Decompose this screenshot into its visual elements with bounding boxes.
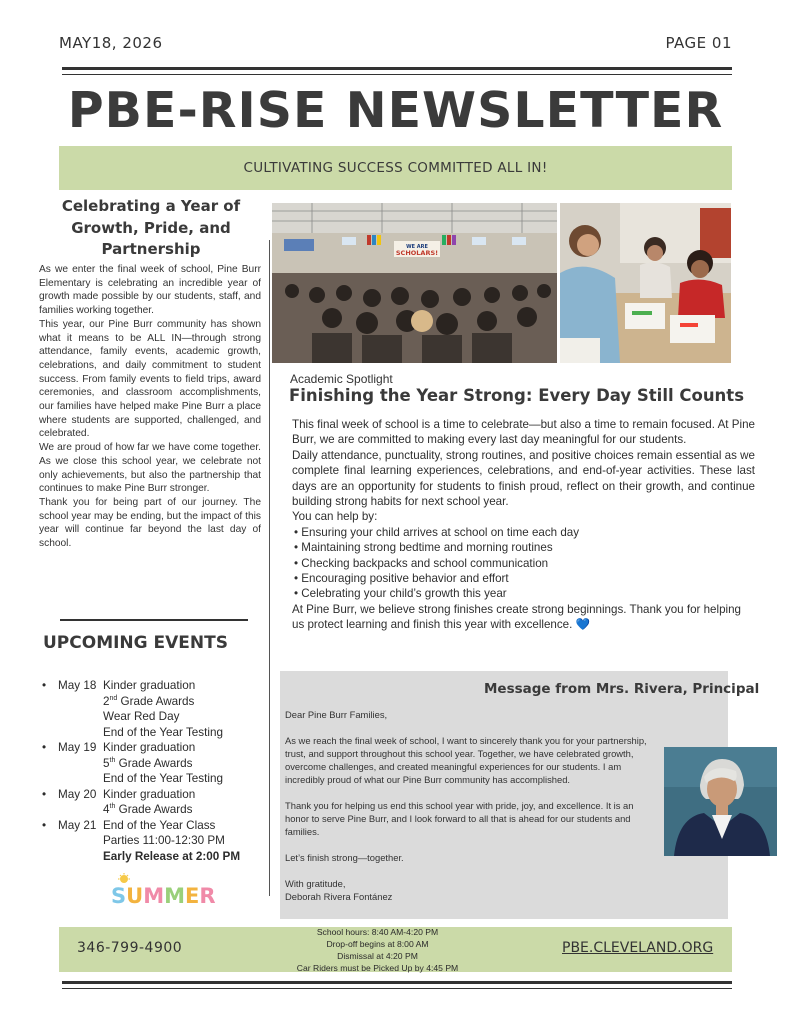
bullet-icon: • — [42, 679, 47, 692]
principal-message-title: Message from Mrs. Rivera, Principal — [484, 681, 760, 697]
left-paragraph: This year, our Pine Burr community has shown what it means to be ALL IN—through strong attendance, family events, academic growth, celebrations, and daily commitment to student success. From family events to field trips, award ceremonies, and classroom accomplishments, our families have helped make Pine Burr a place where students are supported, challenged, and celebrated. — [39, 318, 261, 440]
column-divider — [269, 240, 270, 896]
footer-rule-thin — [62, 988, 732, 989]
hours-line: Drop-off begins at 8:00 AM — [326, 939, 429, 949]
event-date: May 19 — [58, 741, 97, 754]
event-date: May 18 — [58, 679, 97, 692]
bullet-icon: • — [42, 741, 47, 754]
early-release-note: Early Release at 2:00 PM — [103, 849, 241, 863]
event-line: 4th Grade Awards — [103, 803, 193, 816]
hours-line: Car Riders must be Picked Up by 4:45 PM — [296, 963, 459, 973]
spotlight-body — [292, 417, 755, 633]
left-paragraph: As we enter the final week of school, Pine Burr Elementary is celebrating an incredible year of growth made possible by our students, staff, and families working together. — [39, 264, 261, 317]
event-item — [42, 818, 266, 865]
spotlight-paragraph: At Pine Burr, we believe strong finishes create strong beginnings. Thank you for helping us protect learning and finish this year with excellence. 💙 — [292, 602, 741, 632]
principal-message-body — [285, 708, 660, 903]
assembly-photo — [272, 203, 557, 363]
bullet-icon: • — [42, 818, 47, 832]
spotlight-help-intro: You can help by: — [292, 510, 378, 524]
spotlight-bullet: • Checking backpacks and school communication — [294, 556, 549, 570]
banner-text: WE ARE — [406, 244, 428, 250]
message-paragraph: Thank you for helping us end this school year with pride, joy, and excellence. It is an honor to serve Pine Burr, and I look forward to all that is ahead for our students and families. — [285, 800, 634, 837]
page-number: PAGE 01 — [665, 34, 732, 52]
heart-icon: 💙 — [575, 618, 591, 632]
event-line: Kinder graduation — [103, 679, 196, 692]
spotlight-kicker: Academic Spotlight — [290, 372, 393, 386]
summer-logo-art — [110, 873, 216, 908]
left-article-heading: Celebrating a Year of Growth, Pride, and Partnership — [61, 197, 241, 258]
footer-website-link[interactable]: PBE.CLEVELAND.ORG — [562, 940, 714, 956]
principal-portrait — [664, 747, 777, 856]
hours-line: Dismissal at 4:20 PM — [337, 951, 418, 961]
message-paragraph: As we reach the final week of school, I want to sincerely thank you for your partnership, trust, and support throughout this school year. Together, we have celebrated growth, overcome challenges, and created meaningful experiences for our students. I am incredibly proud of what our Pine Burr community has accomplished. — [285, 735, 647, 785]
footer-phone[interactable]: 346-799-4900 — [77, 940, 183, 956]
event-line: 5th Grade Awards — [103, 756, 193, 770]
tagline-bar — [59, 146, 732, 190]
event-line: 2nd Grade Awards — [103, 694, 195, 708]
header-rule-thin — [62, 74, 732, 75]
message-signature: Deborah Rivera Fontánez — [285, 891, 393, 902]
event-date: May 20 — [58, 787, 97, 801]
event-line: End of the Year Class — [103, 818, 216, 832]
summer-logo — [110, 873, 216, 913]
hours-line: School hours: 8:40 AM-4:20 PM — [316, 927, 439, 937]
event-line: Kinder graduation — [103, 787, 196, 801]
spotlight-bullet: • Encouraging positive behavior and effort — [294, 572, 509, 586]
event-item — [42, 740, 266, 787]
left-paragraph: We are proud of how far we have come together. As we close this school year, we celebrate not only achievements, but also the partnership that continues to make Pine Burr stronger. — [39, 442, 261, 495]
newsletter-title: PBE-RISE NEWSLETTER — [67, 82, 724, 139]
bullet-icon: • — [42, 787, 47, 801]
classroom-photo — [560, 203, 731, 363]
left-paragraph: Thank you for being part of our journey. The school year may be ending, but the impact of this year will continue far beyond the last day of school. — [39, 496, 261, 550]
spotlight-bullet: • Maintaining strong bedtime and morning routines — [294, 541, 553, 555]
event-line: End of the Year Testing — [103, 772, 223, 785]
footer-rule-top — [62, 981, 732, 984]
events-title: UPCOMING EVENTS — [43, 633, 228, 653]
footer-school-hours — [270, 926, 485, 974]
event-line: End of the Year Testing — [103, 725, 223, 739]
event-line: Wear Red Day — [103, 710, 180, 723]
spotlight-paragraph: This final week of school is a time to celebrate—but also a time to remain focused. At Pine Burr, we are committed to making every last day meaningful for our students. — [292, 418, 755, 447]
event-item — [42, 787, 266, 818]
issue-date: MAY18, 2026 — [59, 34, 163, 52]
message-salutation: Dear Pine Burr Families, — [285, 709, 388, 720]
event-line: Parties 11:00-12:30 PM — [103, 834, 225, 847]
left-separator — [60, 619, 248, 621]
message-closing: With gratitude, — [285, 878, 346, 889]
spotlight-bullet: • Ensuring your child arrives at school on time each day — [294, 525, 580, 539]
event-date: May 21 — [58, 818, 97, 832]
event-item — [42, 678, 266, 740]
spotlight-bullet: • Celebrating your child’s growth this year — [294, 587, 507, 601]
banner-text: SCHOLARS! — [395, 249, 439, 257]
header-rule-top — [62, 67, 732, 70]
spotlight-paragraph: Daily attendance, punctuality, strong routines, and positive choices remain essential as we complete final learning experiences, celebrations, and end-of-year activities. These last days are an opportunity for students to finish proud, reflect on their growth, and continue building strong habits for next school year. — [292, 448, 755, 509]
tagline-text: CULTIVATING SUCCESS COMMITTED ALL IN! — [243, 160, 548, 176]
message-paragraph: Let’s finish strong—together. — [285, 852, 404, 863]
events-list — [42, 678, 266, 864]
left-article-body — [39, 263, 261, 551]
spotlight-title: Finishing the Year Strong: Every Day Still Counts — [289, 386, 745, 405]
summer-letters: SUMMER — [111, 884, 216, 908]
event-line: Kinder graduation — [103, 741, 196, 754]
